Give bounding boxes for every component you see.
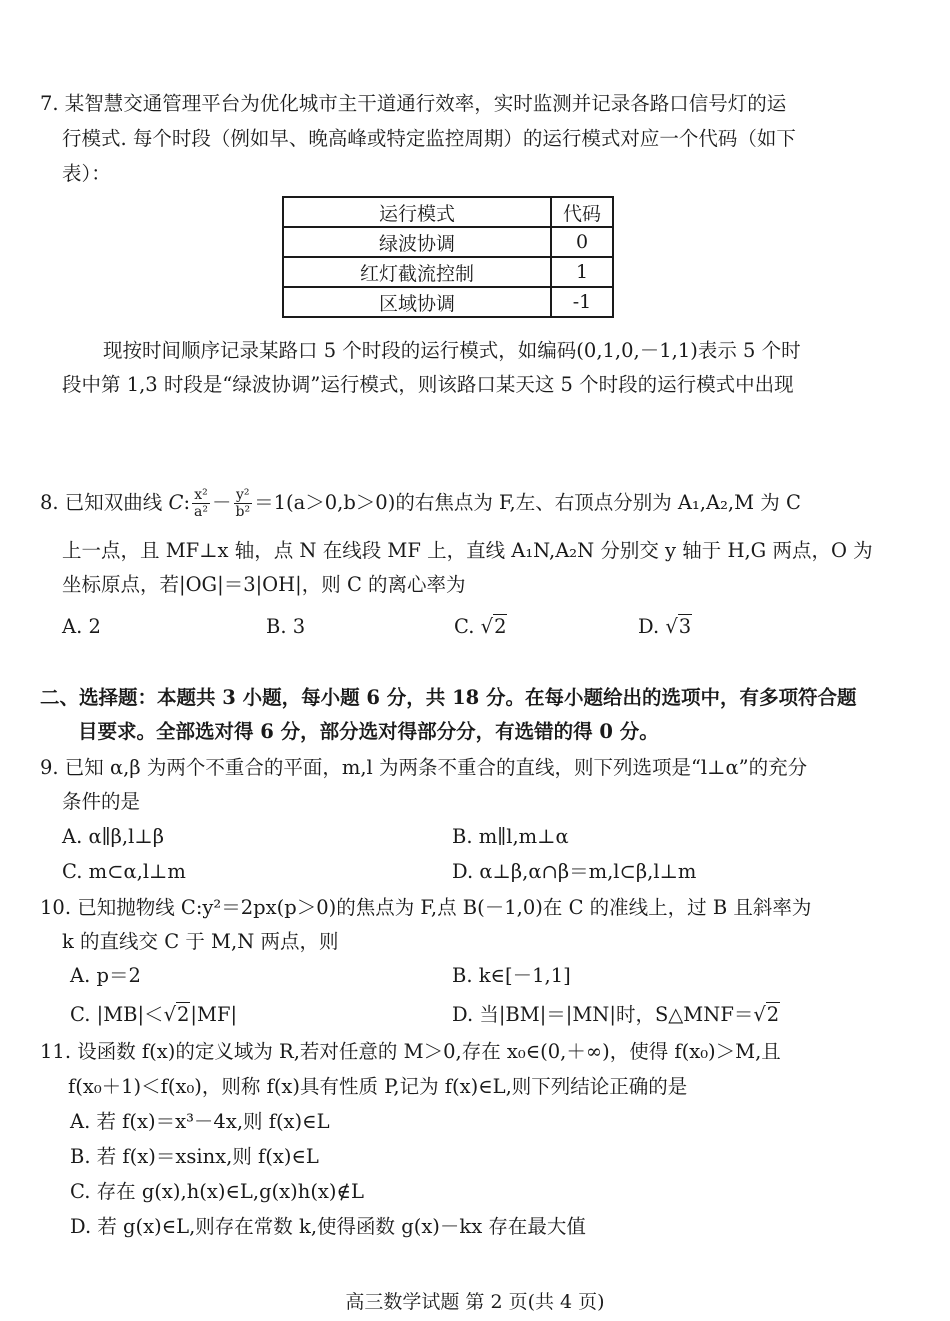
- q10-option-c: C. |MB|＜√2|MF|: [70, 1003, 238, 1026]
- q8-line-1: 8. 已知双曲线 C: $\frac{\text{x²}}{\text{a²}}$ － $\frac{\text{y²}}{\text{b²}}$ ＝1(a＞0,b＞0)的右焦点为 F,左、右顶点分别为 A₁,A₂,M 为 C: [40, 487, 801, 520]
- q8-line-2: 上一点，且 MF⊥x 轴，点 N 在线段 MF 上，直线 A₁N,A₂N 分别交 y 轴于 H,G 两点，O 为: [62, 539, 873, 562]
- q10-option-a: A. p＝2: [70, 964, 141, 987]
- radicand: 2: [494, 615, 507, 638]
- option-text: |MF|: [190, 1003, 238, 1026]
- q8-option-b: B. 3: [266, 615, 306, 638]
- mode-code-table: [282, 196, 614, 318]
- table-cell: 区域协调: [283, 287, 551, 317]
- q11-option-a: A. 若 f(x)＝x³－4x,则 f(x)∈L: [70, 1110, 330, 1133]
- fraction-numerator: x²: [192, 487, 210, 504]
- q8-fraction-y: [234, 487, 253, 520]
- q9-option-c: C. m⊂α,l⊥m: [62, 860, 186, 883]
- option-text: D. 当|BM|＝|MN|时，S△MNF＝: [452, 1003, 754, 1026]
- option-label: D.: [638, 615, 666, 638]
- q8-option-c: C. √2: [454, 615, 507, 638]
- q9-option-a: A. α∥β,l⊥β: [62, 825, 164, 848]
- q11-option-d: D. 若 g(x)∈L,则存在常数 k,使得函数 g(x)－kx 存在最大值: [70, 1215, 586, 1238]
- q10-option-d: D. 当|BM|＝|MN|时，S△MNF＝√2: [452, 1003, 780, 1026]
- table-row: [283, 257, 613, 287]
- table-cell: 绿波协调: [283, 227, 551, 257]
- q9-line-1: 9. 已知 α,β 为两个不重合的平面，m,l 为两条不重合的直线，则下列选项是“l⊥α”的充分: [40, 756, 808, 779]
- q8-option-d: D. √3: [638, 615, 692, 638]
- section-2-heading: 二、选择题：本题共 3 小题，每小题 6 分，共 18 分。在每小题给出的选项中，有多项符合题: [40, 686, 857, 709]
- table-row: [283, 287, 613, 317]
- q8-fraction-x: [192, 487, 210, 520]
- q11-line-2: f(x₀＋1)＜f(x₀)，则称 f(x)具有性质 P,记为 f(x)∈L,则下列结论正确的是: [68, 1075, 688, 1098]
- q8-prefix: 8. 已知双曲线: [40, 491, 169, 514]
- q8-option-a: A. 2: [62, 615, 101, 638]
- page-footer: 高三数学试题 第 2 页(共 4 页): [345, 1291, 605, 1313]
- q10-line-2: k 的直线交 C 于 M,N 两点，则: [62, 930, 339, 953]
- q9-option-b: B. m∥l,m⊥α: [452, 825, 569, 848]
- table-header-mode: 运行模式: [283, 197, 551, 227]
- q8-line-3: 坐标原点，若|OG|＝3|OH|，则 C 的离心率为: [62, 573, 466, 596]
- q7-line-2: 行模式. 每个时段（例如早、晚高峰或特定监控周期）的运行模式对应一个代码（如下: [62, 127, 796, 150]
- q7-line-4: 现按时间顺序记录某路口 5 个时段的运行模式，如编码(0,1,0,－1,1)表示 5 个时: [103, 339, 801, 362]
- option-label: C.: [454, 615, 481, 638]
- option-text: C. |MB|＜: [70, 1003, 164, 1026]
- fraction-denominator: a²: [194, 504, 208, 520]
- radicand: 3: [678, 615, 692, 638]
- q11-option-c: C. 存在 g(x),h(x)∈L,g(x)h(x)∉L: [70, 1180, 364, 1203]
- q11-line-1: 11. 设函数 f(x)的定义域为 R,若对任意的 M＞0,存在 x₀∈(0,＋∞)，使得 f(x₀)＞M,且: [40, 1040, 781, 1063]
- table-header-row: [283, 197, 613, 227]
- table-row: [283, 227, 613, 257]
- q8-condition: ＝1(a＞0,b＞0)的右焦点为 F,左、右顶点分别为 A₁,A₂,M 为 C: [254, 491, 801, 514]
- table-cell: 红灯截流控制: [283, 257, 551, 287]
- table-cell: -1: [551, 287, 613, 317]
- q7-line-5: 段中第 1,3 时段是“绿波协调”运行模式，则该路口某天这 5 个时段的运行模式中出现: [62, 373, 794, 396]
- radicand: 2: [177, 1003, 190, 1026]
- table-cell: 1: [551, 257, 613, 287]
- table-header-code: 代码: [551, 197, 613, 227]
- section-2-instructions: 目要求。全部选对得 6 分，部分选对得部分分，有选错的得 0 分。: [78, 720, 659, 743]
- q11-option-b: B. 若 f(x)＝xsinx,则 f(x)∈L: [70, 1145, 319, 1168]
- q7-line-1: 7. 某智慧交通管理平台为优化城市主干道通行效率，实时监测并记录各路口信号灯的运: [40, 92, 787, 115]
- q9-line-2: 条件的是: [62, 790, 141, 813]
- q10-line-1: 10. 已知抛物线 C:y²＝2px(p＞0)的焦点为 F,点 B(－1,0)在 C 的准线上，过 B 且斜率为: [40, 896, 812, 919]
- fraction-denominator: b²: [235, 504, 251, 520]
- q9-option-d: D. α⊥β,α∩β＝m,l⊂β,l⊥m: [452, 860, 697, 883]
- q10-option-b: B. k∈[－1,1]: [452, 964, 571, 987]
- q8-curve-name: C: [168, 491, 184, 514]
- radicand: 2: [766, 1003, 780, 1026]
- fraction-numerator: y²: [234, 487, 253, 504]
- table-cell: 0: [551, 227, 613, 257]
- q7-line-3: 表）：: [62, 162, 111, 185]
